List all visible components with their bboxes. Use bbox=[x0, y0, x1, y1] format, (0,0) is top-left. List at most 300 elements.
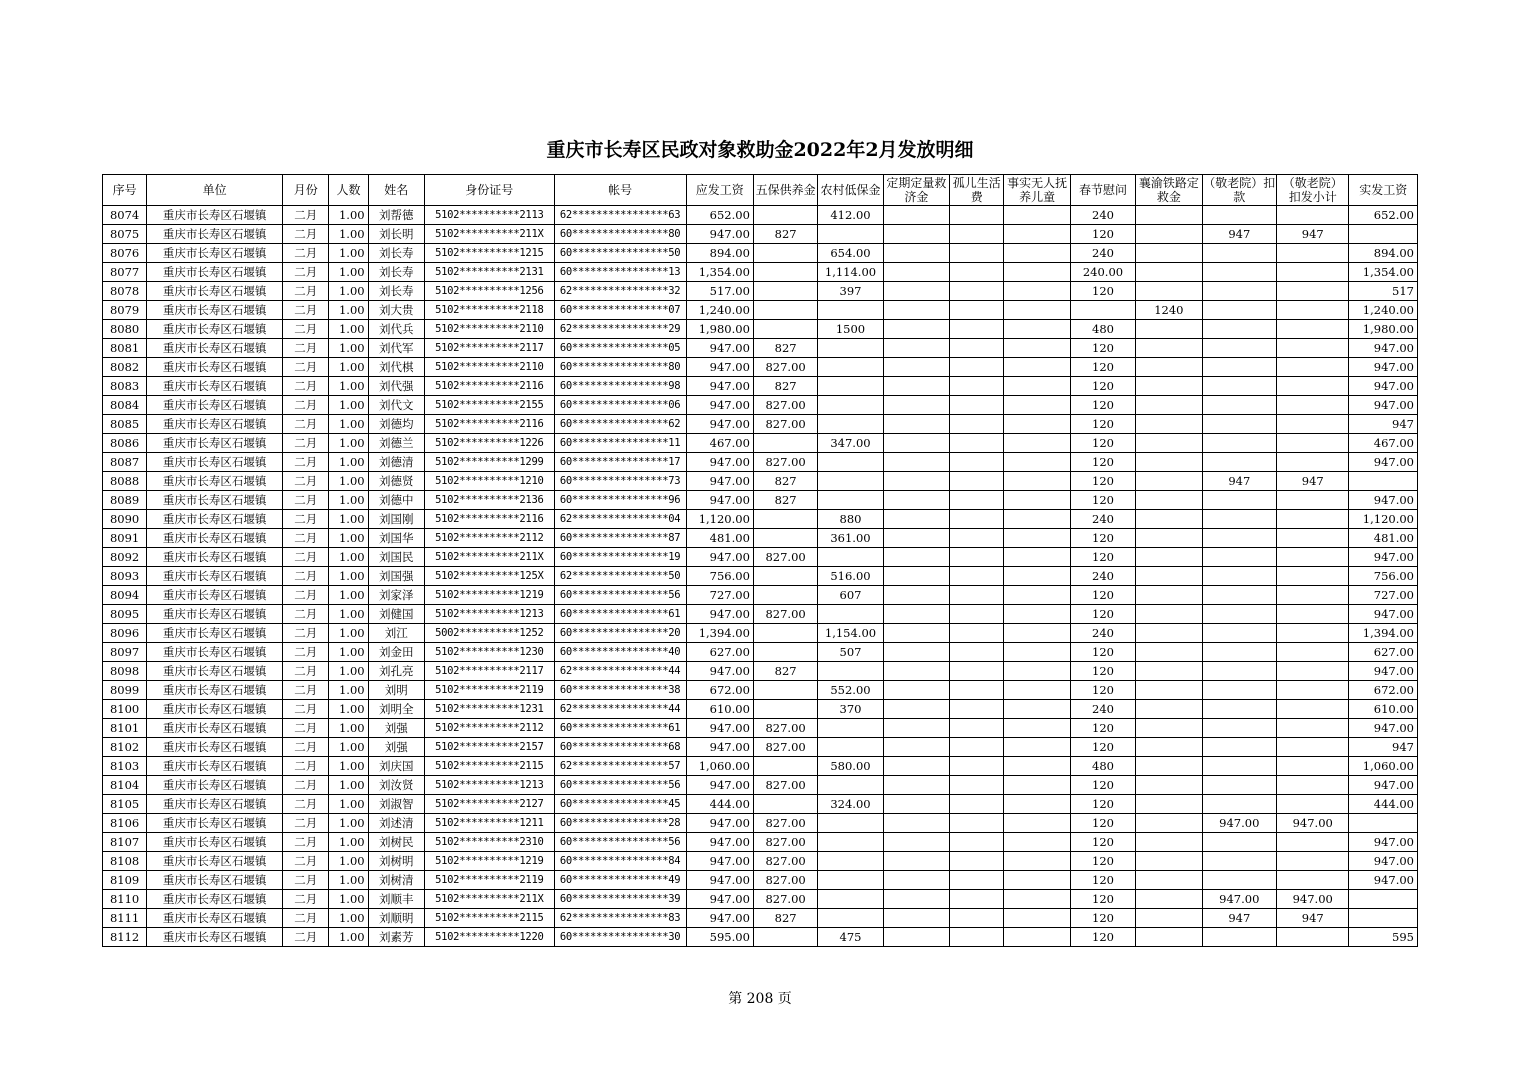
table-row bbox=[103, 282, 1418, 301]
table-cell bbox=[1004, 814, 1070, 833]
table-row bbox=[103, 510, 1418, 529]
table-cell: 8102 bbox=[103, 738, 147, 757]
table-cell bbox=[1277, 643, 1349, 662]
table-cell: 1240 bbox=[1136, 301, 1202, 320]
table-cell: 刘代强 bbox=[368, 377, 424, 396]
table-cell: 947 bbox=[1349, 415, 1418, 434]
table-cell bbox=[950, 700, 1004, 719]
table-cell bbox=[1202, 928, 1276, 947]
table-cell bbox=[1004, 510, 1070, 529]
table-cell: 827.00 bbox=[753, 890, 817, 909]
table-cell: 8079 bbox=[103, 301, 147, 320]
table-cell bbox=[1004, 605, 1070, 624]
table-row bbox=[103, 301, 1418, 320]
table-cell bbox=[1136, 871, 1202, 890]
table-cell: 5102**********2116 bbox=[424, 377, 554, 396]
table-cell bbox=[1136, 757, 1202, 776]
table-cell: 8080 bbox=[103, 320, 147, 339]
table-cell bbox=[883, 719, 949, 738]
table-cell: 347.00 bbox=[818, 434, 883, 453]
table-cell: 947.00 bbox=[686, 225, 753, 244]
table-cell bbox=[1349, 909, 1418, 928]
table-cell bbox=[883, 928, 949, 947]
table-cell: 二月 bbox=[283, 928, 329, 947]
table-cell bbox=[1136, 738, 1202, 757]
table-cell bbox=[1277, 510, 1349, 529]
table-cell: 580.00 bbox=[818, 757, 883, 776]
table-cell bbox=[950, 605, 1004, 624]
table-cell bbox=[1277, 282, 1349, 301]
table-row bbox=[103, 586, 1418, 605]
table-row bbox=[103, 206, 1418, 225]
table-cell: 120 bbox=[1070, 415, 1135, 434]
table-row bbox=[103, 263, 1418, 282]
table-cell: 1.00 bbox=[329, 624, 368, 643]
table-cell: 刘德贤 bbox=[368, 472, 424, 491]
table-cell bbox=[883, 244, 949, 263]
table-cell: 1500 bbox=[818, 320, 883, 339]
table-cell bbox=[1202, 339, 1276, 358]
table-cell: 刘国刚 bbox=[368, 510, 424, 529]
table-cell bbox=[818, 548, 883, 567]
table-cell: 756.00 bbox=[686, 567, 753, 586]
table-cell: 5102**********1256 bbox=[424, 282, 554, 301]
table-cell: 重庆市长寿区石堰镇 bbox=[147, 339, 283, 358]
table-cell: 刘长寿 bbox=[368, 263, 424, 282]
table-cell bbox=[883, 852, 949, 871]
table-cell bbox=[1136, 662, 1202, 681]
table-row bbox=[103, 339, 1418, 358]
table-cell: 947 bbox=[1349, 738, 1418, 757]
table-cell: 刘家泽 bbox=[368, 586, 424, 605]
table-cell bbox=[883, 415, 949, 434]
table-cell: 595.00 bbox=[686, 928, 753, 947]
table-cell: 重庆市长寿区石堰镇 bbox=[147, 491, 283, 510]
table-cell bbox=[818, 377, 883, 396]
table-cell: 重庆市长寿区石堰镇 bbox=[147, 586, 283, 605]
table-cell: 5102**********125X bbox=[424, 567, 554, 586]
table-cell: 刘树明 bbox=[368, 852, 424, 871]
table-cell: 二月 bbox=[283, 909, 329, 928]
table-cell: 481.00 bbox=[1349, 529, 1418, 548]
table-cell: 60****************05 bbox=[554, 339, 686, 358]
table-row bbox=[103, 453, 1418, 472]
column-header: 定期定量救济金 bbox=[883, 175, 949, 206]
table-cell bbox=[883, 377, 949, 396]
table-cell: 947.00 bbox=[686, 852, 753, 871]
table-row bbox=[103, 871, 1418, 890]
table-cell: 947.00 bbox=[686, 871, 753, 890]
table-cell bbox=[950, 244, 1004, 263]
table-cell: 刘述清 bbox=[368, 814, 424, 833]
table-cell: 60****************56 bbox=[554, 833, 686, 852]
table-cell: 1,394.00 bbox=[686, 624, 753, 643]
table-cell: 5102**********2118 bbox=[424, 301, 554, 320]
table-cell: 827.00 bbox=[753, 358, 817, 377]
table-cell: 重庆市长寿区石堰镇 bbox=[147, 605, 283, 624]
table-cell bbox=[1136, 529, 1202, 548]
table-cell bbox=[1136, 681, 1202, 700]
table-cell: 刘素芳 bbox=[368, 928, 424, 947]
table-cell: 1,120.00 bbox=[686, 510, 753, 529]
table-cell: 62****************44 bbox=[554, 700, 686, 719]
table-cell: 1.00 bbox=[329, 833, 368, 852]
table-cell: 240 bbox=[1070, 244, 1135, 263]
table-cell: 5102**********1220 bbox=[424, 928, 554, 947]
table-cell bbox=[1136, 415, 1202, 434]
table-cell bbox=[1136, 396, 1202, 415]
page-number: 第 208 页 bbox=[728, 991, 792, 1007]
table-cell: 894.00 bbox=[1349, 244, 1418, 263]
table-cell: 5102**********2110 bbox=[424, 358, 554, 377]
table-cell bbox=[1136, 928, 1202, 947]
table-cell bbox=[818, 814, 883, 833]
table-cell: 重庆市长寿区石堰镇 bbox=[147, 833, 283, 852]
table-cell: 1,114.00 bbox=[818, 263, 883, 282]
table-cell: 947.00 bbox=[1277, 814, 1349, 833]
table-cell bbox=[1349, 472, 1418, 491]
table-cell: 二月 bbox=[283, 738, 329, 757]
table-cell: 5002**********1252 bbox=[424, 624, 554, 643]
table-cell: 827.00 bbox=[753, 852, 817, 871]
table-cell bbox=[950, 510, 1004, 529]
table-cell bbox=[753, 434, 817, 453]
table-cell: 重庆市长寿区石堰镇 bbox=[147, 624, 283, 643]
column-header: 序号 bbox=[103, 175, 147, 206]
table-cell: 60****************68 bbox=[554, 738, 686, 757]
relief-table-container bbox=[102, 174, 1418, 947]
table-cell: 60****************40 bbox=[554, 643, 686, 662]
table-cell: 二月 bbox=[283, 472, 329, 491]
table-cell bbox=[753, 928, 817, 947]
table-cell: 5102**********2110 bbox=[424, 320, 554, 339]
table-cell: 5102**********2155 bbox=[424, 396, 554, 415]
table-cell: 120 bbox=[1070, 396, 1135, 415]
table-cell: 672.00 bbox=[1349, 681, 1418, 700]
table-cell: 652.00 bbox=[1349, 206, 1418, 225]
table-cell bbox=[1136, 320, 1202, 339]
table-cell: 5102**********2127 bbox=[424, 795, 554, 814]
table-cell: 重庆市长寿区石堰镇 bbox=[147, 719, 283, 738]
table-cell: 刘顺明 bbox=[368, 909, 424, 928]
column-header: 事实无人抚养儿童 bbox=[1004, 175, 1070, 206]
table-cell bbox=[883, 282, 949, 301]
table-cell: 1.00 bbox=[329, 225, 368, 244]
table-cell: 1.00 bbox=[329, 339, 368, 358]
table-cell: 重庆市长寿区石堰镇 bbox=[147, 643, 283, 662]
table-row bbox=[103, 890, 1418, 909]
table-cell bbox=[1004, 320, 1070, 339]
table-cell bbox=[1004, 890, 1070, 909]
table-cell bbox=[950, 681, 1004, 700]
table-cell: 947.00 bbox=[686, 377, 753, 396]
table-cell: 1.00 bbox=[329, 453, 368, 472]
table-cell bbox=[950, 795, 1004, 814]
table-cell: 5102**********2116 bbox=[424, 510, 554, 529]
table-cell bbox=[950, 719, 1004, 738]
table-cell bbox=[753, 206, 817, 225]
table-cell: 1,394.00 bbox=[1349, 624, 1418, 643]
table-cell: 947 bbox=[1202, 225, 1276, 244]
table-cell: 60****************84 bbox=[554, 852, 686, 871]
table-cell bbox=[753, 529, 817, 548]
table-cell: 60****************11 bbox=[554, 434, 686, 453]
table-cell bbox=[818, 301, 883, 320]
table-cell bbox=[883, 776, 949, 795]
table-cell: 重庆市长寿区石堰镇 bbox=[147, 681, 283, 700]
table-cell: 60****************80 bbox=[554, 225, 686, 244]
table-cell: 827 bbox=[753, 339, 817, 358]
table-cell: 重庆市长寿区石堰镇 bbox=[147, 434, 283, 453]
table-cell: 5102**********2310 bbox=[424, 833, 554, 852]
table-cell bbox=[883, 662, 949, 681]
table-cell: 8105 bbox=[103, 795, 147, 814]
table-cell: 8097 bbox=[103, 643, 147, 662]
table-cell: 重庆市长寿区石堰镇 bbox=[147, 529, 283, 548]
column-header: 单位 bbox=[147, 175, 283, 206]
table-cell bbox=[1004, 282, 1070, 301]
table-cell: 二月 bbox=[283, 358, 329, 377]
table-cell bbox=[950, 301, 1004, 320]
table-cell bbox=[1004, 738, 1070, 757]
table-cell: 947.00 bbox=[1349, 396, 1418, 415]
table-cell bbox=[1004, 681, 1070, 700]
table-cell: 5102**********1219 bbox=[424, 852, 554, 871]
table-cell: 8111 bbox=[103, 909, 147, 928]
table-cell: 240 bbox=[1070, 206, 1135, 225]
table-cell bbox=[1349, 890, 1418, 909]
table-cell: 5102**********2115 bbox=[424, 757, 554, 776]
table-cell: 重庆市长寿区石堰镇 bbox=[147, 510, 283, 529]
table-cell: 二月 bbox=[283, 225, 329, 244]
table-cell bbox=[1277, 738, 1349, 757]
table-cell: 627.00 bbox=[686, 643, 753, 662]
table-cell: 947.00 bbox=[1202, 814, 1276, 833]
table-row bbox=[103, 757, 1418, 776]
table-cell: 5102**********1299 bbox=[424, 453, 554, 472]
table-cell bbox=[1202, 738, 1276, 757]
table-cell: 二月 bbox=[283, 624, 329, 643]
table-cell bbox=[883, 700, 949, 719]
table-cell bbox=[753, 643, 817, 662]
table-row bbox=[103, 491, 1418, 510]
table-cell: 二月 bbox=[283, 453, 329, 472]
table-cell bbox=[1004, 776, 1070, 795]
table-cell: 5102**********211X bbox=[424, 890, 554, 909]
table-cell: 二月 bbox=[283, 396, 329, 415]
table-row bbox=[103, 244, 1418, 263]
table-cell bbox=[818, 890, 883, 909]
table-cell: 5102**********1213 bbox=[424, 776, 554, 795]
table-cell: 947.00 bbox=[686, 719, 753, 738]
table-cell bbox=[1202, 415, 1276, 434]
table-cell: 947.00 bbox=[686, 890, 753, 909]
table-cell: 8077 bbox=[103, 263, 147, 282]
table-cell bbox=[950, 814, 1004, 833]
table-cell bbox=[818, 453, 883, 472]
table-cell: 120 bbox=[1070, 909, 1135, 928]
table-cell: 8110 bbox=[103, 890, 147, 909]
table-cell: 1.00 bbox=[329, 795, 368, 814]
table-cell bbox=[1136, 776, 1202, 795]
table-cell: 652.00 bbox=[686, 206, 753, 225]
table-cell bbox=[753, 282, 817, 301]
table-cell: 8090 bbox=[103, 510, 147, 529]
table-cell bbox=[1136, 833, 1202, 852]
table-cell: 60****************45 bbox=[554, 795, 686, 814]
table-cell: 8100 bbox=[103, 700, 147, 719]
table-cell bbox=[950, 548, 1004, 567]
table-cell: 1,354.00 bbox=[1349, 263, 1418, 282]
table-cell bbox=[1136, 263, 1202, 282]
table-cell bbox=[1136, 643, 1202, 662]
table-cell: 8085 bbox=[103, 415, 147, 434]
table-cell: 8075 bbox=[103, 225, 147, 244]
table-cell bbox=[1004, 377, 1070, 396]
table-cell: 1.00 bbox=[329, 358, 368, 377]
table-cell bbox=[1004, 358, 1070, 377]
table-cell bbox=[1277, 624, 1349, 643]
table-cell bbox=[1070, 301, 1135, 320]
table-cell: 120 bbox=[1070, 681, 1135, 700]
table-cell bbox=[1277, 662, 1349, 681]
column-header: 姓名 bbox=[368, 175, 424, 206]
table-cell bbox=[1004, 719, 1070, 738]
table-cell bbox=[818, 415, 883, 434]
table-cell: 467.00 bbox=[686, 434, 753, 453]
table-cell: 120 bbox=[1070, 472, 1135, 491]
table-row bbox=[103, 472, 1418, 491]
table-cell bbox=[1004, 833, 1070, 852]
table-cell bbox=[818, 396, 883, 415]
table-cell: 120 bbox=[1070, 871, 1135, 890]
table-cell bbox=[1202, 510, 1276, 529]
table-cell: 552.00 bbox=[818, 681, 883, 700]
table-cell bbox=[1277, 719, 1349, 738]
table-cell bbox=[950, 890, 1004, 909]
table-cell bbox=[1202, 833, 1276, 852]
table-cell: 827 bbox=[753, 377, 817, 396]
table-cell: 62****************04 bbox=[554, 510, 686, 529]
table-cell: 62****************29 bbox=[554, 320, 686, 339]
table-cell bbox=[753, 320, 817, 339]
table-cell: 8074 bbox=[103, 206, 147, 225]
table-cell: 8099 bbox=[103, 681, 147, 700]
table-cell: 重庆市长寿区石堰镇 bbox=[147, 662, 283, 681]
table-cell: 重庆市长寿区石堰镇 bbox=[147, 396, 283, 415]
table-cell: 重庆市长寿区石堰镇 bbox=[147, 909, 283, 928]
table-cell: 8087 bbox=[103, 453, 147, 472]
table-cell: 重庆市长寿区石堰镇 bbox=[147, 206, 283, 225]
table-cell: 8089 bbox=[103, 491, 147, 510]
table-cell bbox=[950, 434, 1004, 453]
table-cell: 481.00 bbox=[686, 529, 753, 548]
table-cell: 1.00 bbox=[329, 377, 368, 396]
table-cell: 62****************63 bbox=[554, 206, 686, 225]
table-cell bbox=[1004, 757, 1070, 776]
table-cell bbox=[1004, 206, 1070, 225]
table-cell: 8088 bbox=[103, 472, 147, 491]
table-cell bbox=[1004, 624, 1070, 643]
table-cell: 947.00 bbox=[686, 396, 753, 415]
table-cell bbox=[883, 909, 949, 928]
table-cell: 8094 bbox=[103, 586, 147, 605]
table-cell: 480 bbox=[1070, 320, 1135, 339]
page-title: 重庆市长寿区民政对象救助金2022年2月发放明细 bbox=[546, 139, 974, 161]
table-row bbox=[103, 700, 1418, 719]
table-cell bbox=[1004, 548, 1070, 567]
table-cell: 60****************80 bbox=[554, 358, 686, 377]
table-cell: 60****************39 bbox=[554, 890, 686, 909]
table-cell: 重庆市长寿区石堰镇 bbox=[147, 282, 283, 301]
table-cell: 重庆市长寿区石堰镇 bbox=[147, 263, 283, 282]
table-cell bbox=[950, 852, 1004, 871]
table-cell: 5102**********2119 bbox=[424, 681, 554, 700]
table-cell bbox=[1202, 700, 1276, 719]
table-cell: 5102**********2115 bbox=[424, 909, 554, 928]
table-cell: 刘强 bbox=[368, 738, 424, 757]
table-cell: 444.00 bbox=[686, 795, 753, 814]
table-cell: 240 bbox=[1070, 624, 1135, 643]
table-cell bbox=[1202, 529, 1276, 548]
table-cell bbox=[1136, 453, 1202, 472]
table-cell: 8104 bbox=[103, 776, 147, 795]
table-cell bbox=[1136, 491, 1202, 510]
table-cell: 1.00 bbox=[329, 643, 368, 662]
table-cell: 827.00 bbox=[753, 776, 817, 795]
table-cell: 重庆市长寿区石堰镇 bbox=[147, 700, 283, 719]
table-cell: 刘长寿 bbox=[368, 244, 424, 263]
table-cell bbox=[1136, 605, 1202, 624]
table-cell: 5102**********2112 bbox=[424, 719, 554, 738]
table-cell: 刘明 bbox=[368, 681, 424, 700]
table-cell: 947.00 bbox=[1349, 358, 1418, 377]
table-cell bbox=[1136, 206, 1202, 225]
table-cell: 507 bbox=[818, 643, 883, 662]
table-cell bbox=[1277, 681, 1349, 700]
table-cell bbox=[950, 643, 1004, 662]
table-cell bbox=[1004, 643, 1070, 662]
table-cell: 刘代军 bbox=[368, 339, 424, 358]
table-cell bbox=[1136, 909, 1202, 928]
table-cell: 刘金田 bbox=[368, 643, 424, 662]
table-cell bbox=[950, 377, 1004, 396]
table-cell bbox=[950, 662, 1004, 681]
table-cell: 1.00 bbox=[329, 415, 368, 434]
table-cell bbox=[818, 358, 883, 377]
table-cell bbox=[1004, 225, 1070, 244]
table-cell bbox=[883, 890, 949, 909]
table-cell bbox=[883, 871, 949, 890]
table-cell bbox=[1277, 377, 1349, 396]
table-cell bbox=[1202, 377, 1276, 396]
table-row bbox=[103, 358, 1418, 377]
table-cell: 二月 bbox=[283, 776, 329, 795]
table-cell: 1.00 bbox=[329, 909, 368, 928]
table-cell bbox=[1277, 795, 1349, 814]
table-cell bbox=[1004, 263, 1070, 282]
table-cell bbox=[1202, 301, 1276, 320]
table-cell: 60****************20 bbox=[554, 624, 686, 643]
table-cell: 1.00 bbox=[329, 320, 368, 339]
table-cell: 827.00 bbox=[753, 453, 817, 472]
table-cell: 947.00 bbox=[1349, 453, 1418, 472]
table-cell: 5102**********2119 bbox=[424, 871, 554, 890]
table-cell: 1,980.00 bbox=[686, 320, 753, 339]
table-cell: 361.00 bbox=[818, 529, 883, 548]
column-header: 五保供养金 bbox=[753, 175, 817, 206]
table-cell: 60****************30 bbox=[554, 928, 686, 947]
